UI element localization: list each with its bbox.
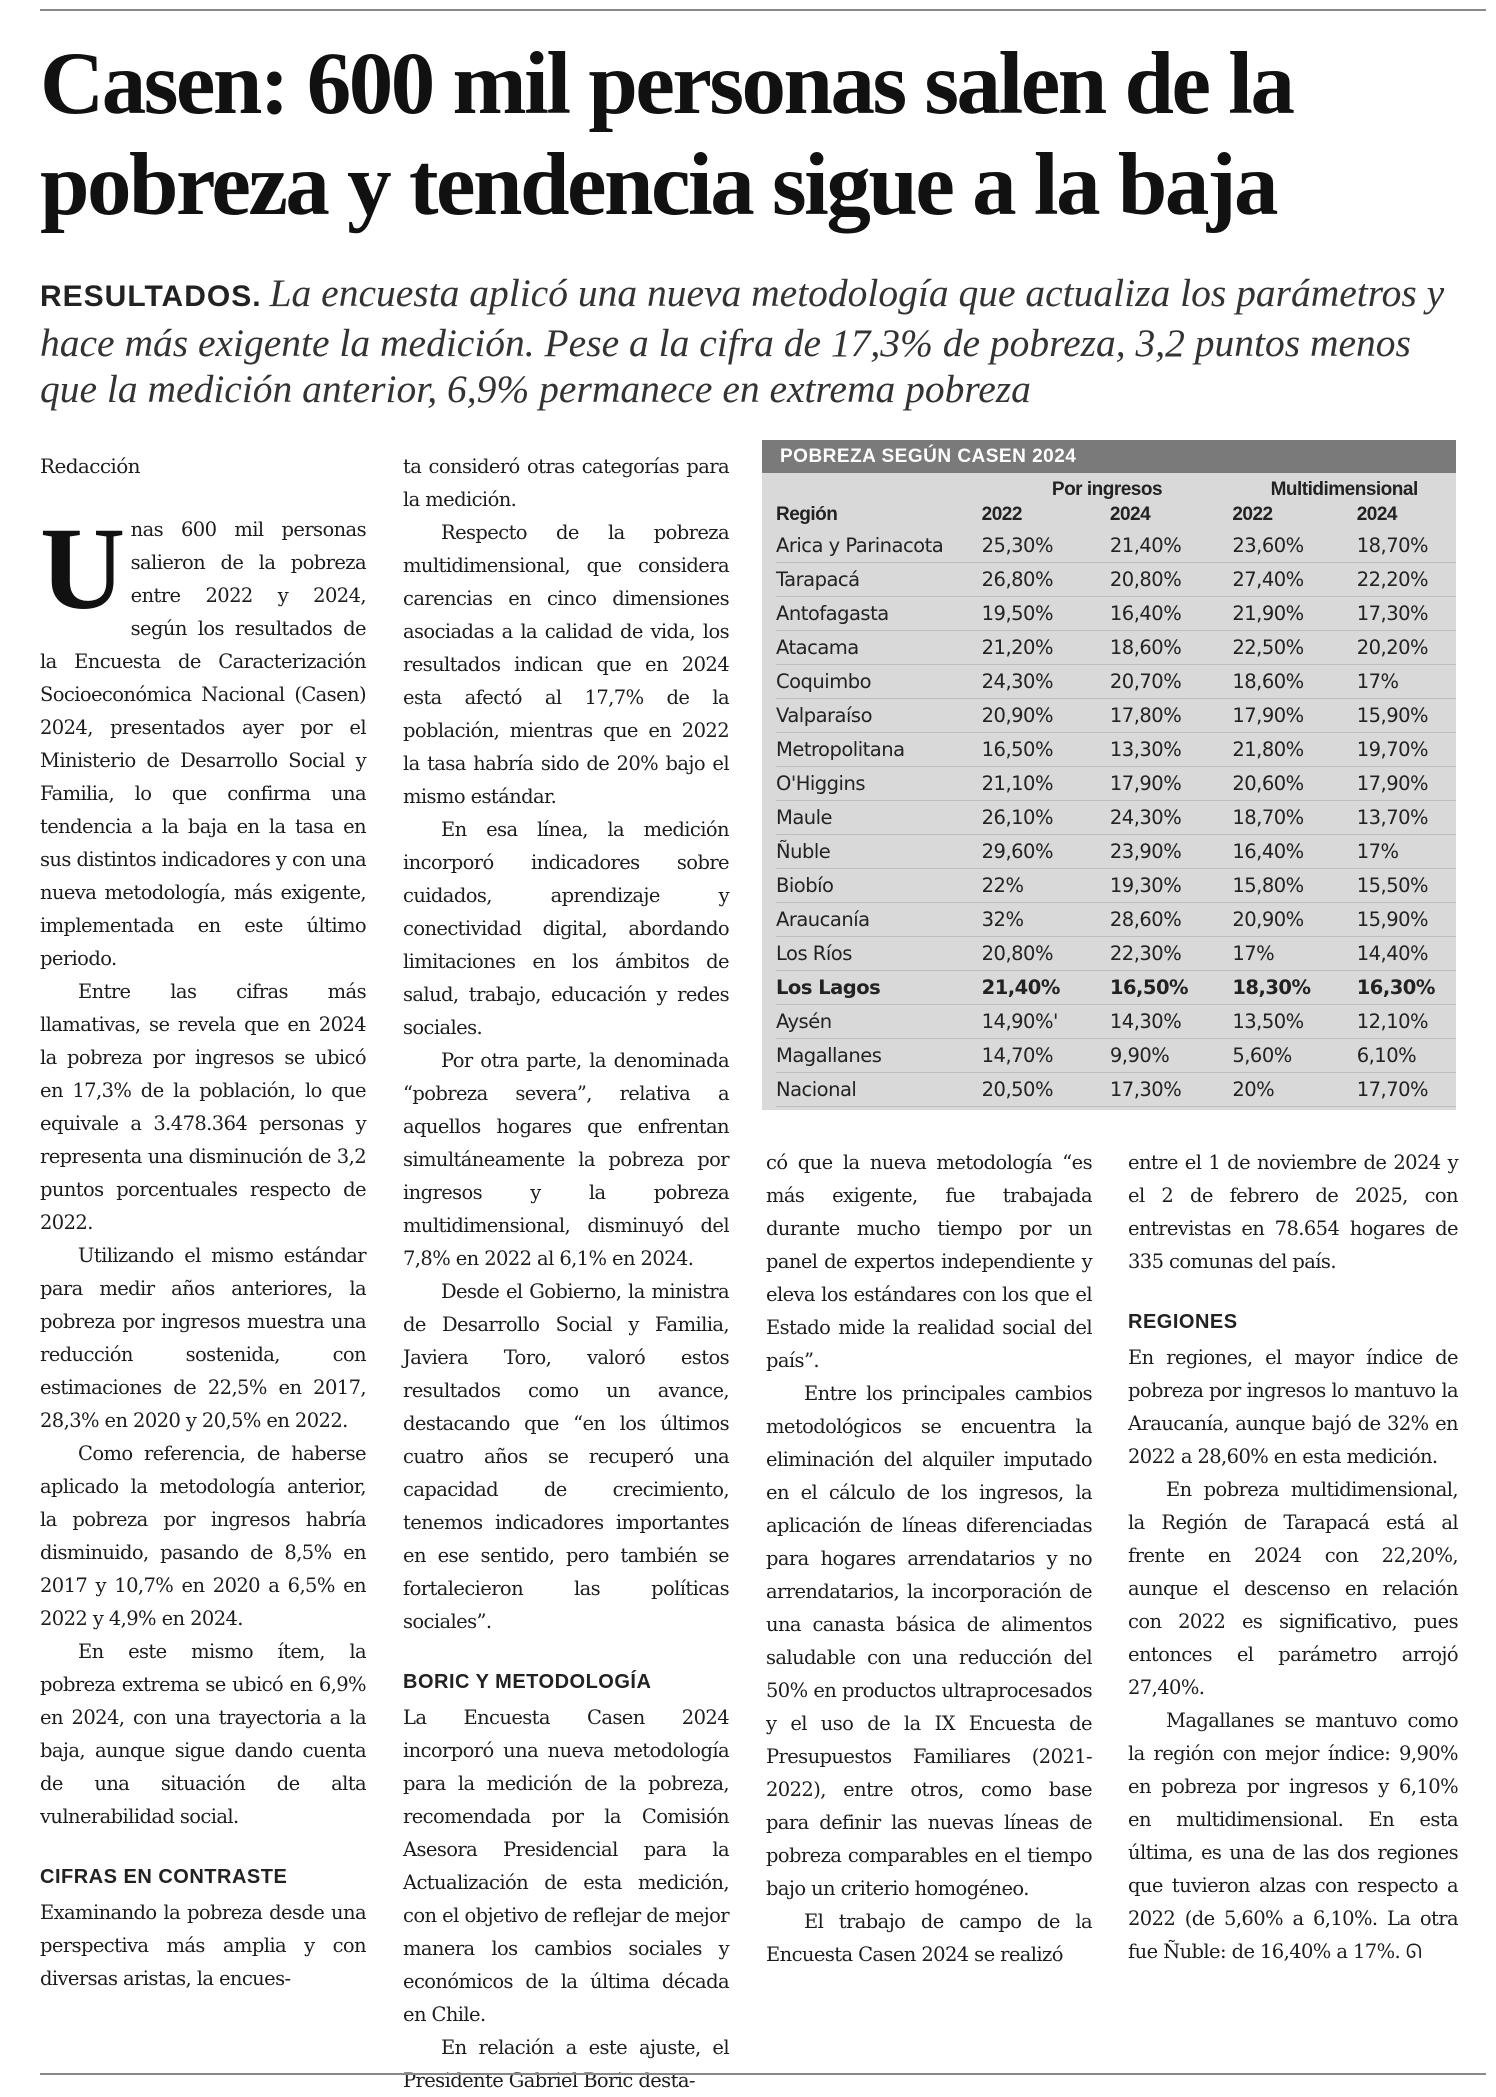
paragraph: En este mismo ítem, la pobreza extrema se ubicó en 6,9% en 2024, con una trayectoria a la baja, aunque sigue dando cuenta de una situación de alta vulnerabilidad social.	[40, 1640, 366, 1828]
paragraph: có que la nueva metodología “es más exigente, fue trabajada durante mucho tiempo por un panel de expertos independiente y eleva los estándares con los que el Estado mide la realidad social del país”.	[766, 1151, 1092, 1372]
value-cell: 16,40%	[1232, 840, 1304, 863]
value-cell: 13,30%	[1109, 738, 1182, 761]
paragraph: Entre las cifras más llamativas, se revela que en 2024 la pobreza por ingresos se ubicó en 17,3% de la población, lo que equivale a 3.478.364 personas y representa una disminución de 3,2 puntos porcentuales respecto de 2022.	[40, 980, 366, 1234]
table-group-header	[776, 473, 1456, 501]
paragraph: Por otra parte, la denominada “pobreza severa”, relativa a aquellos hogares que enfrentan simultáneamente la pobreza por ingresos y la pobreza multidimensional, disminuyó del 7,8% en 2022 al 6,1% en 2024.	[403, 1049, 729, 1270]
value-cell: 20,90%	[981, 704, 1053, 727]
value-cell: 24,30%	[1109, 806, 1182, 829]
value-cell: 18,60%	[1109, 636, 1182, 659]
top-rule	[40, 9, 1486, 11]
value-cell: 20,50%	[981, 1078, 1053, 1101]
value-cell: 20,70%	[1109, 670, 1182, 693]
region-cell: O'Higgins	[776, 772, 865, 795]
value-cell: 17,90%	[1356, 772, 1429, 795]
value-cell: 15,80%	[1232, 874, 1304, 897]
paragraph: En relación a este ajuste, el Presidente Gabriel Boric desta-	[403, 2036, 729, 2092]
value-cell: 5,60%	[1232, 1044, 1292, 1067]
table-row	[776, 1039, 1456, 1073]
region-cell: Los Lagos	[776, 976, 881, 999]
value-cell: 32%	[981, 908, 1024, 931]
paragraph: El trabajo de campo de la Encuesta Casen 2024 se realizó	[766, 1910, 1092, 1966]
table-row	[776, 1073, 1456, 1107]
value-cell: 20,90%	[1232, 908, 1304, 931]
paragraph: En pobreza multidimensional, la Región de Tarapacá está al frente en 2024 con 22,20%, aunque el descenso en relación con 2022 es significativo, pues entonces el parámetro arrojó 27,40%.	[1128, 1478, 1458, 1699]
value-cell: 13,70%	[1356, 806, 1429, 829]
value-cell: 21,40%	[1109, 534, 1182, 557]
subheading-cifras: CIFRAS EN CONTRASTE	[40, 1866, 288, 1888]
value-cell: 17%	[1232, 942, 1275, 965]
region-cell: Los Ríos	[776, 942, 852, 965]
region-cell: Valparaíso	[776, 704, 872, 727]
value-cell: 23,60%	[1232, 534, 1304, 557]
table-row	[776, 529, 1456, 563]
paragraph: entre el 1 de noviembre de 2024 y el 2 de febrero de 2025, con entrevistas en 78.654 hogares de 335 comunas del país.	[1128, 1151, 1458, 1273]
region-cell: Nacional	[776, 1078, 857, 1101]
table-body	[776, 529, 1456, 1107]
value-cell: 14,70%	[981, 1044, 1053, 1067]
value-cell: 15,50%	[1356, 874, 1429, 897]
value-cell: 21,20%	[981, 636, 1053, 659]
table-row	[776, 937, 1456, 971]
value-cell: 24,30%	[981, 670, 1053, 693]
value-cell: 16,50%	[1109, 976, 1189, 999]
value-cell: 18,60%	[1232, 670, 1304, 693]
value-cell: 16,50%	[981, 738, 1053, 761]
value-cell: 21,10%	[981, 772, 1053, 795]
value-cell: 17%	[1356, 670, 1399, 693]
end-mark-icon: ᘏ	[1405, 1940, 1422, 1963]
paragraph: En esa línea, la medición incorporó indicadores sobre cuidados, aprendizaje y conectividad digital, abordando limitaciones en los ámbitos de salud, trabajo, educación y redes sociales.	[403, 818, 729, 1039]
table-row	[776, 563, 1456, 597]
year-header: 2024	[1109, 504, 1151, 525]
table-row	[776, 699, 1456, 733]
paragraph: Examinando la pobreza desde una perspectiva más amplia y con diversas aristas, la encues-	[40, 1901, 366, 1990]
table-row	[776, 869, 1456, 903]
region-cell: Araucanía	[776, 908, 870, 931]
value-cell: 16,40%	[1109, 602, 1182, 625]
lead-paragraph	[40, 503, 366, 975]
region-header: Región	[776, 504, 838, 525]
region-cell: Magallanes	[776, 1044, 882, 1067]
year-header: 2022	[1232, 504, 1273, 525]
group-multidimensional: Multidimensional	[1270, 479, 1418, 500]
value-cell: 14,40%	[1356, 942, 1429, 965]
value-cell: 16,30%	[1356, 976, 1435, 999]
paragraph: Como referencia, de haberse aplicado la metodología anterior, la pobreza por ingresos habría disminuido, pasando de 8,5% en 2017 y 10,7% en 2020 a 6,5% en 2022 y 4,9% en 2024.	[40, 1442, 366, 1630]
paragraph: En regiones, el mayor índice de pobreza por ingresos lo mantuvo la Araucanía, aunque bajó de 32% en 2022 a 28,60% en esta medición.	[1128, 1346, 1458, 1468]
value-cell: 9,90%	[1109, 1044, 1170, 1067]
value-cell: 17,90%	[1109, 772, 1182, 795]
value-cell: 19,70%	[1356, 738, 1429, 761]
paragraph-text: Magallanes se mantuvo como la región con mejor índice: 9,90% en pobreza por ingresos y 6,10% en multidimensional. En esta última, es una de las dos regiones que tuvieron alzas con respecto a 2022 (de 5,60% a 6,10%. La otra fue Ñuble: de 16,40% a 17%.	[1128, 1709, 1458, 1963]
lead-text: nas 600 mil personas salieron de la pobreza entre 2022 y 2024, según los resultados de la Encuesta de Caracterización Socioeconómica Nacional (Casen) 2024, presentados ayer por el Ministerio de Desarrollo Social y Familia, lo que confirma una tendencia a la baja en la tasa en sus distintos indicadores y con una nueva metodología, más exigente, implementada en este último periodo.	[40, 518, 366, 970]
value-cell: 19,30%	[1109, 874, 1182, 897]
value-cell: 21,80%	[1232, 738, 1304, 761]
value-cell: 18,70%	[1232, 806, 1304, 829]
paragraph: Respecto de la pobreza multidimensional, que considera carencias en cinco dimensiones asociadas a la calidad de vida, los resultados indican que en 2024 esta afectó al 17,7% de la población, mientras que en 2022 la tasa habría sido de 20% bajo el mismo estándar.	[403, 521, 729, 808]
column-2	[403, 450, 729, 2097]
region-cell: Aysén	[776, 1010, 832, 1033]
paragraph: Utilizando el mismo estándar para medir años anteriores, la pobreza por ingresos muestra una reducción sostenida, con estimaciones de 22,5% en 2017, 28,3% en 2020 y 20,5% en 2022.	[40, 1244, 366, 1432]
value-cell: 22,20%	[1356, 568, 1429, 591]
value-cell: 20%	[1232, 1078, 1275, 1101]
table-year-header	[776, 501, 1456, 529]
value-cell: 22,30%	[1109, 942, 1182, 965]
year-header: 2024	[1356, 504, 1397, 525]
year-header: 2022	[981, 504, 1022, 525]
table-row	[776, 971, 1456, 1005]
value-cell: 17,80%	[1109, 704, 1182, 727]
value-cell: 6,10%	[1356, 1044, 1417, 1067]
value-cell: 25,30%	[981, 534, 1053, 557]
table-row	[776, 733, 1456, 767]
region-cell: Arica y Parinacota	[776, 534, 944, 557]
value-cell: 15,90%	[1356, 704, 1429, 727]
paragraph	[1128, 1704, 1458, 1968]
paragraph: La Encuesta Casen 2024 incorporó una nueva metodología para la medición de la pobreza, recomendada por la Comisión Asesora Presidencial para la Actualización de esta medición, con el objetivo de reflejar de mejor manera los cambios sociales y económicos de la última década en Chile.	[403, 1706, 729, 2026]
value-cell: 17,70%	[1356, 1078, 1429, 1101]
value-cell: 23,90%	[1109, 840, 1182, 863]
table-row	[776, 597, 1456, 631]
value-cell: 20,80%	[981, 942, 1053, 965]
value-cell: 27,40%	[1232, 568, 1304, 591]
table-row	[776, 631, 1456, 665]
paragraph: ta consideró otras categorías para la medición.	[403, 455, 729, 511]
value-cell: 18,30%	[1232, 976, 1311, 999]
region-cell: Atacama	[776, 636, 859, 659]
value-cell: 26,10%	[981, 806, 1053, 829]
drop-cap: U	[40, 503, 125, 634]
table-row	[776, 835, 1456, 869]
value-cell: 20,20%	[1356, 636, 1429, 659]
table-row	[776, 767, 1456, 801]
deck	[40, 270, 1470, 412]
bottom-rule	[40, 2073, 1486, 2075]
value-cell: 18,70%	[1356, 534, 1429, 557]
value-cell: 14,90%'	[981, 1010, 1058, 1033]
byline: Redacción	[40, 454, 140, 478]
value-cell: 28,60%	[1109, 908, 1182, 931]
value-cell: 17,30%	[1109, 1078, 1182, 1101]
paragraph: Desde el Gobierno, la ministra de Desarrollo Social y Familia, Javiera Toro, valoró estos resultados como un avance, destacando que “en los últimos cuatro años se recuperó una capacidad de crecimiento, tenemos indicadores importantes en ese sentido, pero también se fortalecieron las políticas sociales”.	[403, 1280, 729, 1633]
value-cell: 17,90%	[1232, 704, 1304, 727]
value-cell: 17%	[1356, 840, 1399, 863]
region-cell: Tarapacá	[776, 568, 860, 591]
value-cell: 20,80%	[1109, 568, 1182, 591]
deck-kicker: RESULTADOS.	[40, 280, 262, 313]
value-cell: 14,30%	[1109, 1010, 1182, 1033]
region-cell: Biobío	[776, 874, 834, 897]
table-row	[776, 801, 1456, 835]
region-cell: Coquimbo	[776, 670, 872, 693]
table-row	[776, 1005, 1456, 1039]
table-row	[776, 665, 1456, 699]
value-cell: 21,90%	[1232, 602, 1304, 625]
value-cell: 21,40%	[981, 976, 1060, 999]
value-cell: 29,60%	[981, 840, 1053, 863]
subheading-regiones: REGIONES	[1128, 1311, 1238, 1333]
column-1	[40, 450, 366, 1995]
value-cell: 22,50%	[1232, 636, 1304, 659]
value-cell: 19,50%	[981, 602, 1053, 625]
paragraph: Entre los principales cambios metodológicos se encuentra la eliminación del alquiler imputado en el cálculo de los ingresos, la aplicación de líneas diferenciadas para hogares arrendatarios y no arrendatarios, la incorporación de una canasta básica de alimentos saludable con una reducción del 50% en productos ultraprocesados y el uso de la IX Encuesta de Presupuestos Familiares (2021-2022), entre otros, como base para definir las nuevas líneas de pobreza comparables en el tiempo bajo un criterio homogéneo.	[766, 1382, 1092, 1900]
value-cell: 26,80%	[981, 568, 1053, 591]
region-cell: Maule	[776, 806, 833, 829]
deck-text: La encuesta aplicó una nueva metodología que actualiza los parámetros y hace más exigente la medición. Pese a la cifra de 17,3% de pobreza, 3,2 puntos menos que la medición anterior, 6,9% permanece en extrema pobreza	[40, 271, 1445, 411]
region-cell: Ñuble	[776, 840, 831, 863]
headline: Casen: 600 mil personas salen de la pobreza y tendencia sigue a la baja	[40, 35, 1293, 234]
value-cell: 15,90%	[1356, 908, 1429, 931]
region-cell: Antofagasta	[776, 602, 889, 625]
table-row	[776, 903, 1456, 937]
value-cell: 22%	[981, 874, 1024, 897]
value-cell: 17,30%	[1356, 602, 1429, 625]
group-ingresos: Por ingresos	[1051, 479, 1163, 500]
subheading-boric: BORIC Y METODOLOGÍA	[403, 1671, 652, 1693]
value-cell: 13,50%	[1232, 1010, 1304, 1033]
table-grid	[776, 473, 1456, 1107]
region-cell: Metropolitana	[776, 738, 905, 761]
column-3	[766, 1146, 1092, 1971]
poverty-table	[762, 440, 1456, 1110]
value-cell: 20,60%	[1232, 772, 1304, 795]
value-cell: 12,10%	[1356, 1010, 1429, 1033]
table-title: POBREZA SEGÚN CASEN 2024	[762, 440, 1456, 473]
column-4	[1128, 1146, 1458, 1968]
